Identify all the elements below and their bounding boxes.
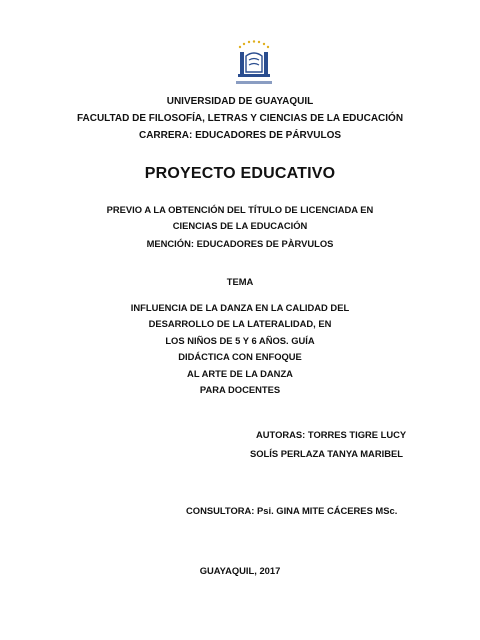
- topic-line: AL ARTE DE LA DANZA: [187, 368, 293, 379]
- topic-heading: TEMA: [226, 276, 254, 287]
- faculty-name: FACULTAD DE FILOSOFÍA, LETRAS Y CIENCIAS DE LA EDUCACIÓN: [76, 113, 404, 124]
- topic-line: DESARROLLO DE LA LATERALIDAD, EN: [148, 318, 332, 329]
- authors-line2: SOLÍS PERLAZA TANYA MARIBEL: [250, 448, 403, 459]
- degree-purpose-line1: PREVIO A LA OBTENCIÓN DEL TÍTULO DE LICENCIADA EN: [106, 204, 374, 215]
- topic-line: PARA DOCENTES: [199, 384, 281, 395]
- degree-purpose-line2: CIENCIAS DE LA EDUCACIÓN: [172, 220, 308, 231]
- topic-line: DIDÁCTICA CON ENFOQUE: [178, 351, 302, 362]
- university-emblem-icon: [232, 38, 276, 90]
- place-date: GUAYAQUIL, 2017: [199, 565, 281, 576]
- authors-line1: AUTORAS: TORRES TIGRE LUCY: [256, 429, 407, 440]
- document-title: PROYECTO EDUCATIVO: [144, 165, 336, 182]
- topic-line: LOS NIÑOS DE 5 Y 6 AÑOS. GUÍA: [165, 335, 315, 346]
- career-name: CARRERA: EDUCADORES DE PÁRVULOS: [138, 130, 342, 141]
- university-name: UNIVERSIDAD DE GUAYAQUIL: [166, 96, 314, 107]
- degree-mention: MENCIÓN: EDUCADORES DE PÀRVULOS: [146, 238, 334, 249]
- consultant: CONSULTORA: Psi. GINA MITE CÁCERES MSc.: [186, 505, 398, 516]
- topic-line: INFLUENCIA DE LA DANZA EN LA CALIDAD DEL: [130, 302, 350, 313]
